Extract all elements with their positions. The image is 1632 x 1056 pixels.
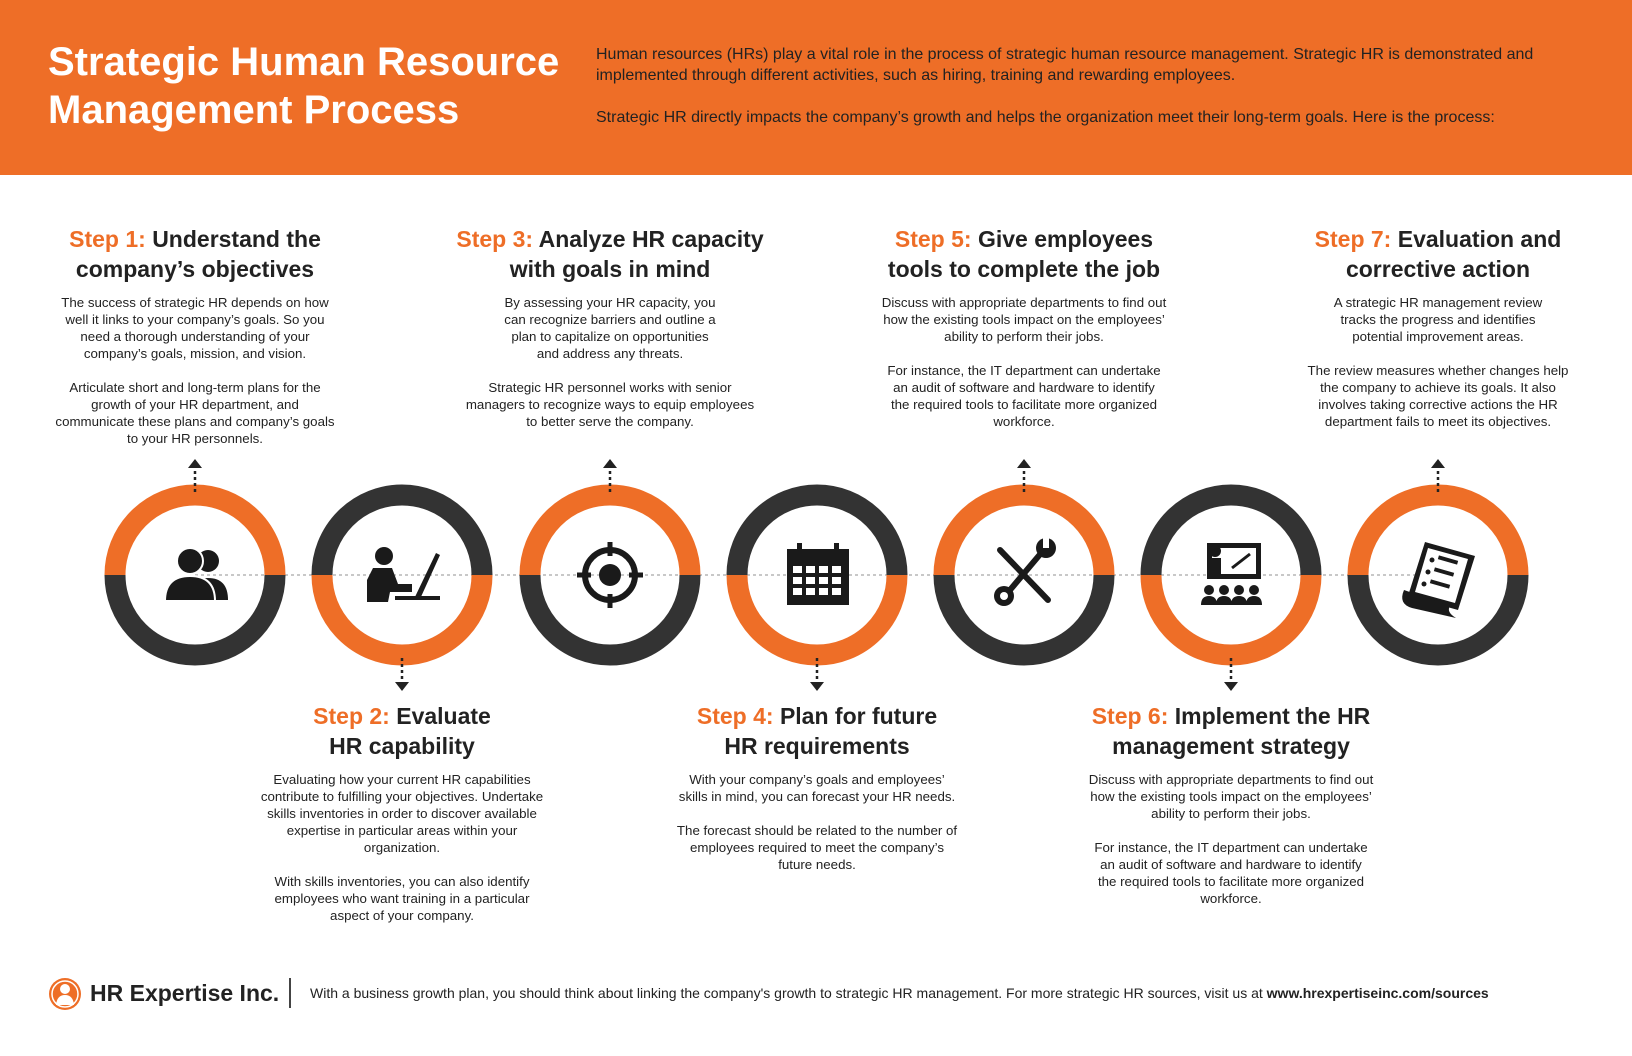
footer-link[interactable]: www.hrexpertiseinc.com/sources — [1266, 985, 1489, 1001]
step-1 — [30, 224, 360, 464]
step-7 — [1273, 224, 1603, 447]
tools-icon — [994, 538, 1056, 606]
computer-user-icon — [367, 547, 440, 602]
step-6 — [1066, 701, 1396, 924]
calendar-icon — [787, 543, 849, 605]
step-6-text-2: For instance, the IT department can undertake an audit of software and hardware to identify the required tools to facilitate more organized workforce. — [1094, 840, 1368, 906]
step-5-text-2: For instance, the IT department can undertake an audit of software and hardware to identify the required tools to facilitate more organized workforce. — [887, 363, 1161, 429]
step-1-text-1: The success of strategic HR depends on how well it links to your company’s goals. So you need a thorough understanding of your company’s goals, mission, and vision. — [61, 295, 329, 361]
step-2 — [237, 701, 567, 941]
person-logo-icon — [48, 977, 82, 1011]
checklist-icon — [1402, 542, 1475, 618]
step-4-text-2: The forecast should be related to the number of employees required to meet the company’s future needs. — [676, 823, 958, 872]
step-4-title: Step 4: Plan for future HR requirements — [696, 703, 938, 759]
step-2-text-2: With skills inventories, you can also identify employees who want training in a particular aspect of your company. — [274, 874, 530, 923]
step-6-text-1: Discuss with appropriate departments to find out how the existing tools impact on the employees’ ability to perform their jobs. — [1088, 772, 1374, 821]
brand-name: HR Expertise Inc. — [90, 980, 280, 1006]
step-7-text-1: A strategic HR management review tracks the progress and identifies potential improvement areas. — [1333, 295, 1543, 344]
intro-paragraph-2: Strategic HR directly impacts the company’s growth and helps the organization meet their long-term goals. Here is the process: — [596, 109, 1495, 126]
step-5-title: Step 5: Give employees tools to complete the job — [887, 226, 1161, 282]
presentation-icon — [1201, 543, 1262, 605]
step-1-text-2: Articulate short and long-term plans for the growth of your HR department, and communicate these plans and company’s goals to your HR personnels. — [55, 380, 335, 446]
intro-paragraph-1: Human resources (HRs) play a vital role in the process of strategic human resource management. Strategic HR is demonstrated and implemented through different activities, such as hiring, training and rewarding employees. — [596, 46, 1534, 84]
step-3-text-1: By assessing your HR capacity, you can recognize barriers and outline a plan to capitalize on opportunities and address any threats. — [504, 295, 716, 361]
footer-divider — [289, 978, 291, 1008]
step-3 — [445, 224, 775, 447]
step-3-text-2: Strategic HR personnel works with senior managers to recognize ways to equip employees to better serve the company. — [465, 380, 755, 429]
footer-text: With a business growth plan, you should think about linking the company's growth to strategic HR management. For more strategic HR sources, visit us at www.hrexpertiseinc.com/sources — [310, 985, 1489, 1001]
page-title: Strategic Human Resource Management Process — [48, 40, 560, 132]
step-4-text-1: With your company’s goals and employees’ skills in mind, you can forecast your HR needs. — [678, 772, 956, 804]
step-2-title: Step 2: Evaluate HR capability — [313, 703, 491, 759]
step-1-title: Step 1: Understand the company’s objectives — [69, 226, 321, 282]
step-7-title: Step 7: Evaluation and corrective action — [1314, 226, 1562, 282]
step-2-text-1: Evaluating how your current HR capabilities contribute to fulfilling your objectives. Undertake skills inventories in order to discover available expertise in particular areas within your organization. — [260, 772, 544, 855]
step-4 — [652, 701, 982, 890]
step-6-title: Step 6: Implement the HR management strategy — [1091, 703, 1371, 759]
step-3-title: Step 3: Analyze HR capacity with goals in mind — [456, 226, 764, 282]
step-5-text-1: Discuss with appropriate departments to find out how the existing tools impact on the employees’ ability to perform their jobs. — [881, 295, 1167, 344]
step-7-text-2: The review measures whether changes help the company to achieve its goals. It also involves taking corrective actions the HR department fails to meet its objectives. — [1307, 363, 1569, 429]
target-icon — [577, 542, 643, 608]
step-5 — [859, 224, 1189, 447]
